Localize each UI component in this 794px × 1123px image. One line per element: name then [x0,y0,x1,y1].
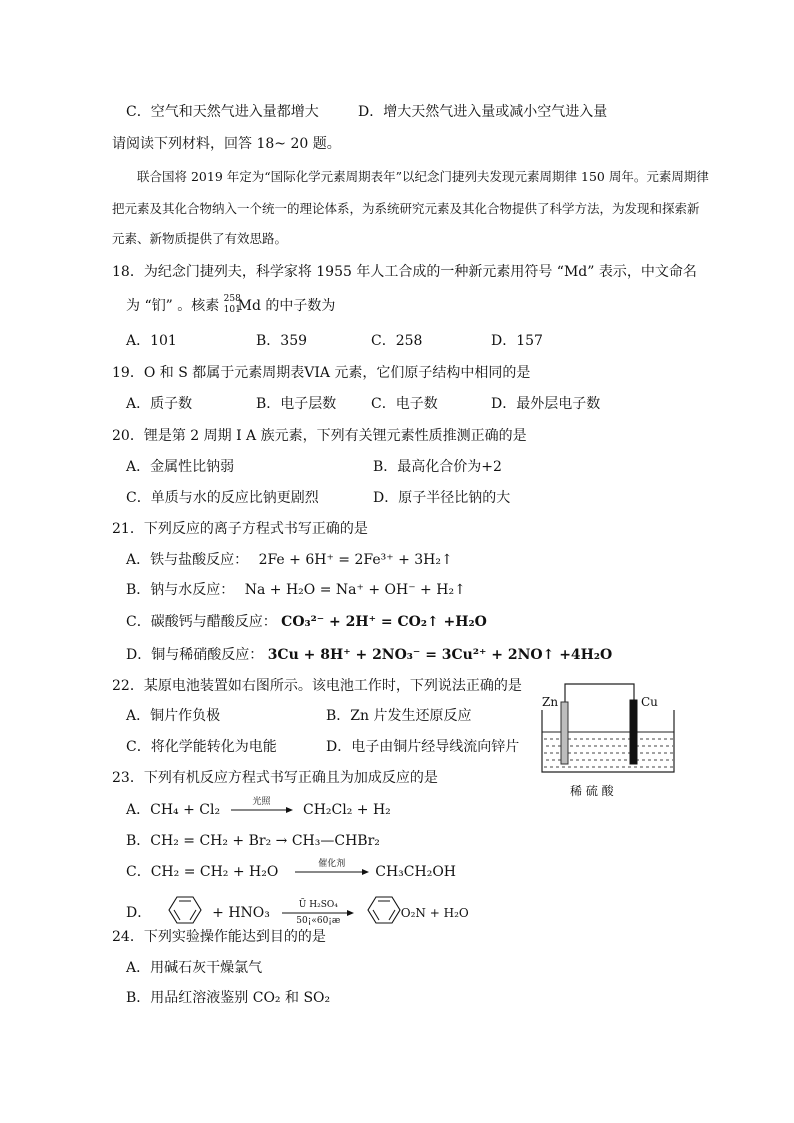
q18-option-c: C．258 [371,333,423,349]
q19-stem: 19．O 和 S 都属于元素周期表VIA 元素，它们原子结构中相同的是 [112,365,531,381]
q23-a-products: CH₂Cl₂ + H₂ [303,802,391,818]
prev-option-c: C．空气和天然气进入量都增大 [126,104,319,120]
q23-a-reactants: CH₄ + Cl₂ [150,802,221,818]
q20-option-c: C．单质与水的反应比钠更剧烈 [126,490,319,506]
q23-stem: 23．下列有机反应方程式书写正确且为加成反应的是 [112,770,438,786]
q23-c-reactants: C．CH₂ = CH₂ + H₂O [126,864,279,880]
reading-instruction: 请阅读下列材料，回答 18~ 20 题。 [112,136,341,152]
q23-option-d [126,895,469,931]
q19-option-a: A．质子数 [126,396,193,412]
nitrobenzene-ring-icon [367,895,401,931]
q21-option-a [126,550,453,570]
q21-d-label: D．铜与稀硝酸反应： [126,647,264,663]
q19-option-c: C．电子数 [371,396,438,412]
q21-b-equation: Na + H₂O = Na⁺ + OH⁻ + H₂↑ [244,582,466,598]
q23-option-a [126,797,391,820]
q23-c-condition: 催化剂 [318,859,346,869]
q21-option-b [126,580,466,600]
q19-option-d: D．最外层电子数 [491,396,601,412]
q18-option-b: B．359 [256,333,308,349]
q24-option-a: A．用碱石灰干燥氯气 [126,960,263,976]
q21-a-label: A．铁与盐酸反应： [126,552,249,568]
q23-d-product-tail: + H₂O [425,906,469,920]
q23-d-arrow [282,900,354,926]
material-line-2: 把元素及其化合物纳入一个统一的理论体系，为系统研究元素及其化合物提供了科学方法，为发现和探索新 [112,201,700,216]
q23-c-arrow [295,859,369,876]
cu-electrode-label: Cu [641,695,658,709]
q23-d-label: D． [126,905,152,921]
mass-number: 258 [223,294,241,304]
q23-a-label: A． [126,802,151,818]
element-symbol: Md [237,298,261,314]
q20-option-d: D．原子半径比钠的大 [373,490,511,506]
q23-option-c [126,859,457,882]
benzene-ring-icon [168,895,202,931]
galvanic-cell-figure [536,680,686,805]
q18-stem-2 [126,296,335,316]
q23-a-condition: 光照 [252,797,271,807]
atomic-number: 101 [223,305,241,315]
nitro-group: O₂N [400,906,426,920]
q23-c-product: CH₃CH₂OH [375,864,457,880]
zn-electrode-label: Zn [542,695,559,709]
q18-stem-2b: 的中子数为 [260,298,336,314]
q24-option-b: B．用品红溶液鉴别 CO₂ 和 SO₂ [126,990,331,1006]
q22-option-b: B．Zn 片发生还原反应 [326,708,472,724]
q21-d-equation: 3Cu + 8H⁺ + 2NO₃⁻ = 3Cu²⁺ + 2NO↑ +4H₂O [267,647,613,663]
q21-stem: 21．下列反应的离子方程式书写正确的是 [112,521,368,537]
material-line-3: 元素、新物质提供了有效思路。 [112,231,288,246]
q22-option-a: A．铜片作负极 [126,708,221,724]
nuclide-notation [223,294,241,316]
q19-option-b: B．电子层数 [256,396,337,412]
q21-c-equation: CO₃²⁻ + 2H⁺ = CO₂↑ +H₂O [281,614,487,630]
q18-stem-2a: 为 “钔” 。核素 [126,298,224,314]
q21-option-d [126,645,612,665]
q23-option-b: B．CH₂ = CH₂ + Br₂ → CH₃—CHBr₂ [126,833,380,849]
q21-a-equation: 2Fe + 6H⁺ = 2Fe³⁺ + 3H₂↑ [258,552,453,568]
material-line-1: 联合国将 2019 年定为“国际化学元素周期表年”以纪念门捷列夫发现元素周期律 150 周年。元素周期律 [137,169,709,184]
q20-stem: 20．锂是第 2 周期 I A 族元素，下列有关锂元素性质推测正确的是 [112,428,527,444]
q22-stem: 22．某原电池装置如右图所示。该电池工作时，下列说法正确的是 [112,678,522,694]
dilute-sulfuric-acid-label: 稀 硫 酸 [570,784,614,798]
q23-a-arrow [231,797,293,814]
q20-option-a: A．金属性比钠弱 [126,459,235,475]
q18-stem-1: 18．为纪念门捷列夫，科学家将 1955 年人工合成的一种新元素用符号 “Md” 表示，中文命名 [112,264,697,280]
q23-d-condition-top: Ũ H₂SO₄ [298,900,338,910]
q22-option-c: C．将化学能转化为电能 [126,739,277,755]
q21-c-label: C．碳酸钙与醋酸反应： [126,614,277,630]
q24-stem: 24．下列实验操作能达到目的的是 [112,929,326,945]
q22-option-d: D．电子由铜片经导线流向锌片 [326,739,520,755]
q21-option-c [126,612,487,632]
prev-option-d: D．增大天然气进入量或减小空气进入量 [358,104,608,120]
q18-option-d: D．157 [491,333,543,349]
q23-d-reagent: + HNO₃ [212,905,270,921]
q21-b-label: B．钠与水反应： [126,582,235,598]
q20-option-b: B．最高化合价为+2 [373,459,502,475]
q18-option-a: A．101 [126,333,177,349]
q23-d-condition-bottom: 50¡«60¡æ [296,916,341,926]
